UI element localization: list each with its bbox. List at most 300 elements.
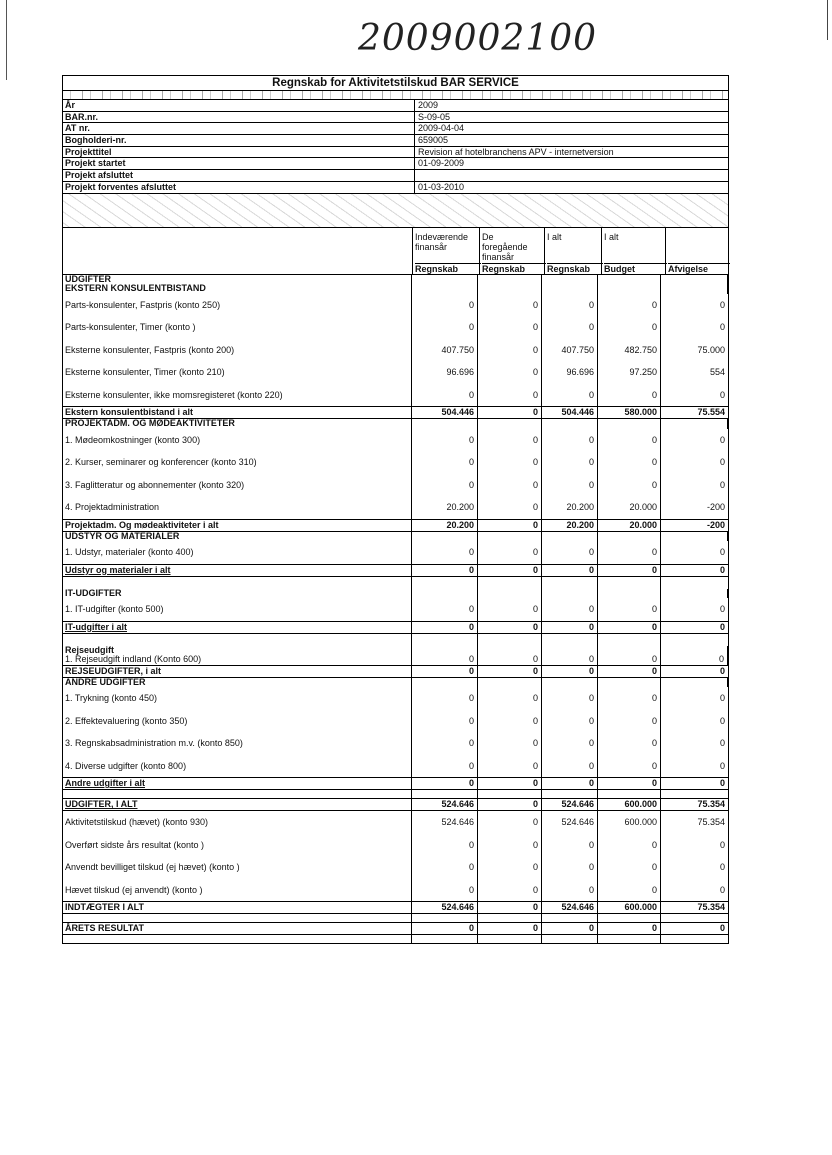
spacer-row [63,790,728,798]
value-cell [542,678,598,688]
row-label [63,778,412,789]
value-cell: 75.354 [697,902,725,912]
value-cell: 0 [542,879,598,902]
value-cell: 20.200 [542,520,598,531]
value-cell: 20.000 [598,520,661,531]
col-top-label: I alt [604,231,619,242]
row-label [63,655,412,665]
row-label [63,284,412,294]
value-cell [542,275,598,285]
info-row [63,123,728,135]
section-heading-row [63,678,728,688]
value-cell: 0 [719,738,725,748]
section-heading-row [63,646,728,656]
total-row [63,777,728,790]
value-cell: 0 [542,294,598,317]
row-label [63,790,412,798]
total-row [63,665,728,678]
row-label [63,474,412,497]
value-cell: 0 [412,755,478,778]
value-cell: 0 [412,879,478,902]
handwritten-number: 2009002100 [358,18,598,59]
value-cell: 0 [478,451,542,474]
value-cell: 0 [478,799,542,810]
project-info-block [63,100,728,194]
info-row [63,100,728,112]
row-label [63,541,412,564]
info-label: År [63,100,415,111]
scan-noise-band [63,194,728,228]
value-cell: 0 [478,710,542,733]
value-cell: 0 [542,923,598,934]
info-value: 659005 [418,135,449,146]
value-cell: 524.646 [542,799,598,810]
value-cell [661,678,728,688]
row-label [63,577,412,589]
value-cell [598,634,661,646]
value-cell: 0 [412,565,478,576]
row-label-text: Hævet tilskud (ej anvendt) (konto ) [65,884,203,895]
value-cell: 0 [478,666,542,677]
col-previous-years [480,228,545,274]
value-cell [412,532,478,542]
value-cell: 0 [412,856,478,879]
row-label-text: Parts-konsulenter, Timer (konto ) [65,322,196,332]
col-bottom-label: Regnskab [547,263,603,274]
value-cell: 0 [412,923,478,934]
value-cell: 0 [478,316,542,339]
value-cell: 0 [719,884,725,895]
value-cell: 0 [542,429,598,452]
col-top-label: De foregående finansår [482,231,528,262]
table-row [63,687,728,710]
value-cell: 504.446 [542,407,598,418]
row-label [63,935,412,943]
value-cell: 0 [542,666,598,677]
value-cell: 0 [412,316,478,339]
value-cell: 0 [542,755,598,778]
table-row [63,429,728,452]
table-row [63,361,728,384]
value-cell: 0 [478,834,542,857]
value-cell: 0 [719,547,725,557]
row-label [63,520,412,531]
value-cell [478,577,542,589]
row-label-text: Eksterne konsulenter, ikke momsregisteret (konto 220) [65,389,283,400]
value-cell: 0 [598,923,661,934]
value-cell: 524.646 [412,811,478,834]
value-cell: 75.354 [697,799,725,809]
value-cell: 0 [598,755,661,778]
table-row [63,834,728,857]
value-cell: 0 [478,541,542,564]
value-cell [542,419,598,429]
row-label-text: IT-UDGIFTER [65,588,122,598]
header-label-cell [63,228,413,274]
info-value: S-09-05 [418,111,451,122]
row-label [63,496,412,519]
value-cell: 0 [598,856,661,879]
value-cell: 0 [412,778,478,789]
row-label [63,856,412,879]
value-cell: 0 [478,520,542,531]
value-cell: 0 [598,834,661,857]
spacer-row [63,577,728,589]
table-row [63,732,728,755]
value-cell: 0 [719,778,725,788]
value-cell: 0 [598,666,661,677]
value-cell: 0 [478,655,542,665]
value-cell: 0 [412,622,478,633]
value-cell [598,914,661,922]
row-label [63,811,412,834]
value-cell: 75.554 [697,407,725,417]
row-label-text: 3. Regnskabsadministration m.v. (konto 850) [65,738,243,748]
row-label-text: Projektadm. Og mødeaktiviteter i alt [65,519,219,530]
value-cell [661,634,728,646]
value-cell [478,284,542,294]
value-cell: 0 [542,655,598,665]
info-row [63,135,728,147]
row-label [63,755,412,778]
row-label [63,384,412,407]
value-cell: 0 [661,655,728,665]
value-cell: 0 [719,564,725,575]
col-deviation [666,228,728,274]
info-row [63,158,728,170]
value-cell [412,419,478,429]
value-cell: 0 [478,902,542,913]
row-label [63,419,412,429]
table-row [63,655,728,665]
value-cell: 75.354 [697,817,725,827]
value-cell: 0 [719,479,725,490]
row-label-text: 2. Kurser, seminarer og konferencer (konto 310) [65,457,257,467]
spacer-row [63,935,728,943]
info-value: 2009-04-04 [418,123,465,134]
value-cell [478,935,542,943]
value-cell [661,914,728,922]
row-label [63,589,412,599]
value-cell: 0 [478,622,542,633]
total-row [63,901,728,914]
row-label-text: ANDRE UDGIFTER [65,677,146,687]
value-cell [412,914,478,922]
value-cell: 0 [412,655,478,665]
row-label [63,634,412,646]
row-label [63,879,412,902]
value-cell [598,284,661,294]
value-cell: 407.750 [412,339,478,362]
row-label [63,710,412,733]
value-cell [478,275,542,285]
row-label [63,451,412,474]
value-cell: 0 [412,687,478,710]
value-cell: 0 [478,339,542,362]
value-cell: 20.000 [598,496,661,519]
row-label [63,361,412,384]
total-row [63,406,728,419]
value-cell [478,790,542,798]
row-label-text: ÅRETS RESULTAT [65,923,144,933]
value-cell: 0 [719,665,725,676]
section-heading-row [63,275,728,285]
value-cell: 0 [542,778,598,789]
value-cell: 600.000 [598,811,661,834]
row-label-text: Anvendt bevilliget tilskud (ej hævet) (konto ) [65,862,240,872]
value-cell [542,634,598,646]
value-cell: 0 [598,384,661,407]
info-label: Projekt forventes afsluttet [63,182,415,193]
row-label-text: 1. Rejseudgift indland (Konto 600) [65,655,202,664]
value-cell: 0 [719,299,725,310]
value-cell [661,646,728,656]
col-top-label: Indeværende finansår [415,231,469,252]
value-cell: 0 [542,451,598,474]
row-label [63,294,412,317]
value-cell [598,419,661,429]
column-header-row [63,228,728,275]
value-cell [412,678,478,688]
value-cell: 0 [542,732,598,755]
col-bottom-label: Budget [604,263,667,274]
info-label: AT nr. [63,123,415,134]
col-current-year [413,228,480,274]
section-heading-row [63,284,728,294]
section-heading-row [63,419,728,429]
row-label-text: Parts-konsulenter, Fastpris (konto 250) [65,299,221,310]
info-row [63,170,728,182]
value-cell [412,275,478,285]
section-heading-row [63,532,728,542]
table-row [63,294,728,317]
value-cell: 0 [478,384,542,407]
value-cell [478,532,542,542]
value-cell [661,532,728,542]
value-cell: 0 [412,710,478,733]
row-label [63,407,412,418]
row-label-text: Andre udgifter i alt [65,778,146,788]
row-label-text: UDGIFTER, I ALT [65,799,138,809]
col-total-budget [602,228,666,274]
row-label-text: Eksterne konsulenter, Fastpris (konto 200) [65,344,235,355]
value-cell: 20.200 [412,520,478,531]
value-cell: 0 [598,778,661,789]
value-cell: 0 [542,710,598,733]
value-cell: -200 [706,502,725,512]
info-value: 01-03-2010 [418,181,465,192]
value-cell: 0 [719,715,725,726]
value-cell: 0 [598,879,661,902]
value-cell: 0 [719,604,725,614]
value-cell [598,678,661,688]
value-cell [478,914,542,922]
row-label [63,732,412,755]
value-cell [542,284,598,294]
info-value [415,170,728,181]
value-cell: 0 [478,474,542,497]
table-row [63,474,728,497]
row-label [63,923,412,934]
value-cell: 0 [478,294,542,317]
row-label-text: REJSEUDGIFTER, i alt [65,665,162,676]
value-cell: 0 [719,923,725,933]
value-cell: 0 [598,732,661,755]
value-cell [412,634,478,646]
value-cell: 482.750 [598,339,661,362]
value-cell: 0 [412,834,478,857]
info-row [63,112,728,124]
value-cell: 96.696 [412,361,478,384]
value-cell: 0 [719,457,725,467]
info-label: Projekttitel [63,147,415,158]
scan-edge-right [827,0,828,40]
value-cell: 0 [719,839,725,850]
value-cell [478,419,542,429]
row-label [63,598,412,621]
value-cell: 0 [478,923,542,934]
value-cell: 407.750 [542,339,598,362]
value-cell: 0 [412,429,478,452]
value-cell [478,589,542,599]
accounts-table-body [63,275,728,944]
total-row [63,621,728,634]
col-bottom-label: Regnskab [415,263,481,274]
value-cell: 97.250 [598,361,661,384]
value-cell [412,284,478,294]
table-row [63,710,728,733]
value-cell [661,577,728,589]
total-row [63,519,728,532]
row-label-text: Eksterne konsulenter, Timer (konto 210) [65,367,225,377]
accounts-sheet [62,75,729,944]
value-cell [598,532,661,542]
row-label [63,622,412,633]
value-cell: 554 [709,367,725,377]
value-cell [542,790,598,798]
value-cell [598,790,661,798]
total-row [63,564,728,577]
value-cell: 0 [412,541,478,564]
row-label [63,914,412,922]
value-cell [661,935,728,943]
value-cell: 0 [719,862,725,872]
value-cell: 0 [412,474,478,497]
value-cell: 0 [478,687,542,710]
value-cell: 0 [719,434,725,445]
value-cell: 0 [412,294,478,317]
value-cell: 0 [542,856,598,879]
row-label [63,902,412,913]
row-label [63,799,412,810]
value-cell: 600.000 [598,902,661,913]
value-cell: 0 [542,834,598,857]
value-cell: 524.646 [542,902,598,913]
value-cell: 0 [542,598,598,621]
value-cell [598,577,661,589]
value-cell: 0 [598,565,661,576]
value-cell [478,678,542,688]
row-label [63,666,412,677]
value-cell: 0 [478,778,542,789]
table-row [63,879,728,902]
table-row [63,811,728,834]
row-label [63,532,412,542]
row-label-text: 1. Udstyr, materialer (konto 400) [65,547,194,557]
sheet-title: Regnskab for Aktivitetstilskud BAR SERVICE [63,76,728,91]
value-cell: -200 [706,519,725,530]
row-label [63,565,412,576]
row-label [63,339,412,362]
value-cell: 524.646 [412,902,478,913]
row-label-text: Ekstern konsulentbistand i alt [65,407,194,417]
row-label-text: 1. IT-udgifter (konto 500) [65,604,164,614]
value-cell [598,275,661,285]
row-label-text: 4. Diverse udgifter (konto 800) [65,760,187,771]
row-label-text: PROJEKTADM. OG MØDEAKTIVITETER [65,419,235,428]
table-row [63,451,728,474]
value-cell: 0 [598,687,661,710]
value-cell [661,419,728,429]
table-row [63,316,728,339]
info-value: Revision af hotelbranchens APV - internetversion [418,146,614,157]
value-cell: 0 [598,622,661,633]
value-cell: 0 [542,687,598,710]
value-cell: 0 [478,755,542,778]
row-label-text: Udstyr og materialer i alt [65,564,171,575]
value-cell [542,914,598,922]
value-cell: 0 [412,598,478,621]
value-cell: 75.000 [697,344,725,355]
value-cell: 0 [598,541,661,564]
table-row [63,339,728,362]
row-label [63,678,412,688]
value-cell [661,284,728,294]
table-row [63,856,728,879]
value-cell: 0 [719,389,725,400]
row-label-text: 1. Trykning (konto 450) [65,693,158,703]
section-heading-row [63,589,728,599]
value-cell: 20.200 [542,496,598,519]
row-label-text: 3. Faglitteratur og abonnementer (konto 320) [65,479,245,490]
row-label [63,687,412,710]
table-row [63,541,728,564]
value-cell: 0 [478,496,542,519]
value-cell [542,935,598,943]
value-cell: 0 [598,655,661,665]
info-label: Bogholderi-nr. [63,135,415,146]
value-cell [412,577,478,589]
value-cell: 0 [478,429,542,452]
value-cell: 0 [542,474,598,497]
value-cell: 0 [598,598,661,621]
value-cell: 0 [412,384,478,407]
value-cell: 0 [719,693,725,703]
info-value: 2009 [418,100,439,110]
value-cell: 0 [478,811,542,834]
value-cell: 0 [719,760,725,771]
value-cell [542,589,598,599]
value-cell: 0 [412,451,478,474]
info-value: 01-09-2009 [418,158,465,169]
row-label [63,316,412,339]
value-cell: 0 [478,598,542,621]
value-cell [542,577,598,589]
value-cell: 524.646 [412,799,478,810]
info-label: Projekt startet [63,158,415,169]
value-cell: 0 [598,710,661,733]
value-cell: 0 [542,622,598,633]
